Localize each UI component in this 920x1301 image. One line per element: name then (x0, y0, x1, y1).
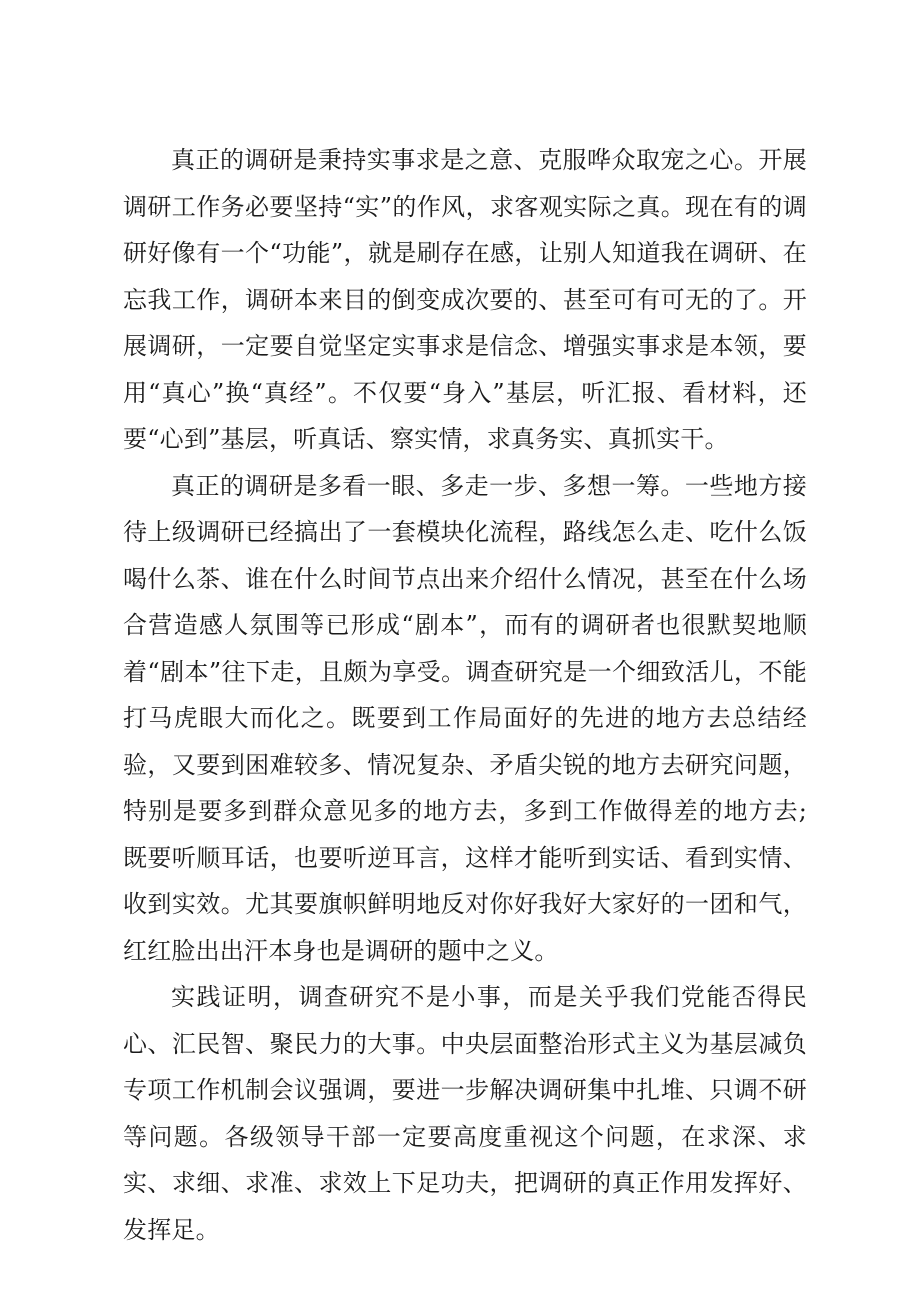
document-body (123, 137, 807, 1253)
paragraph-3: 实践证明，调查研究不是小事，而是关乎我们党能否得民心、汇民智、聚民力的大事。中央层面整治形式主义为基层减负专项工作机制会议强调，要进一步解决调研集中扎堆、只调不研等问题。各级领导干部一定要高度重视这个问题，在求深、求实、求细、求准、求效上下足功夫，把调研的真正作用发挥好、发挥足。 (123, 983, 807, 1244)
paragraph-1: 真正的调研是秉持实事求是之意、克服哗众取宠之心。开展调研工作务必要坚持“实”的作风，求客观实际之真。现在有的调研好像有一个“功能”，就是刷存在感，让别人知道我在调研、在忘我工作，调研本来目的倒变成次要的、甚至可有可无的了。开展调研，一定要自觉坚定实事求是信念、增强实事求是本领，要用“真心”换“真经”。不仅要“身入”基层，听汇报、看材料，还要“心到”基层，听真话、察实情，求真务实、真抓实干。 (123, 146, 807, 453)
paragraph-2: 真正的调研是多看一眼、多走一步、多想一筹。一些地方接待上级调研已经搞出了一套模块化流程，路线怎么走、吃什么饭喝什么茶、谁在什么时间节点出来介绍什么情况，甚至在什么场合营造感人氛围等已形成“剧本”，而有的调研者也很默契地顺着“剧本”往下走，且颇为享受。调查研究是一个细致活儿，不能打马虎眼大而化之。既要到工作局面好的先进的地方去总结经验，又要到困难较多、情况复杂、矛盾尖锐的地方去研究问题，特别是要多到群众意见多的地方去，多到工作做得差的地方去;既要听顺耳话，也要听逆耳言，这样才能听到实话、看到实情、收到实效。尤其要旗帜鲜明地反对你好我好大家好的一团和气，红红脸出出汗本身也是调研的题中之义。 (123, 471, 807, 965)
